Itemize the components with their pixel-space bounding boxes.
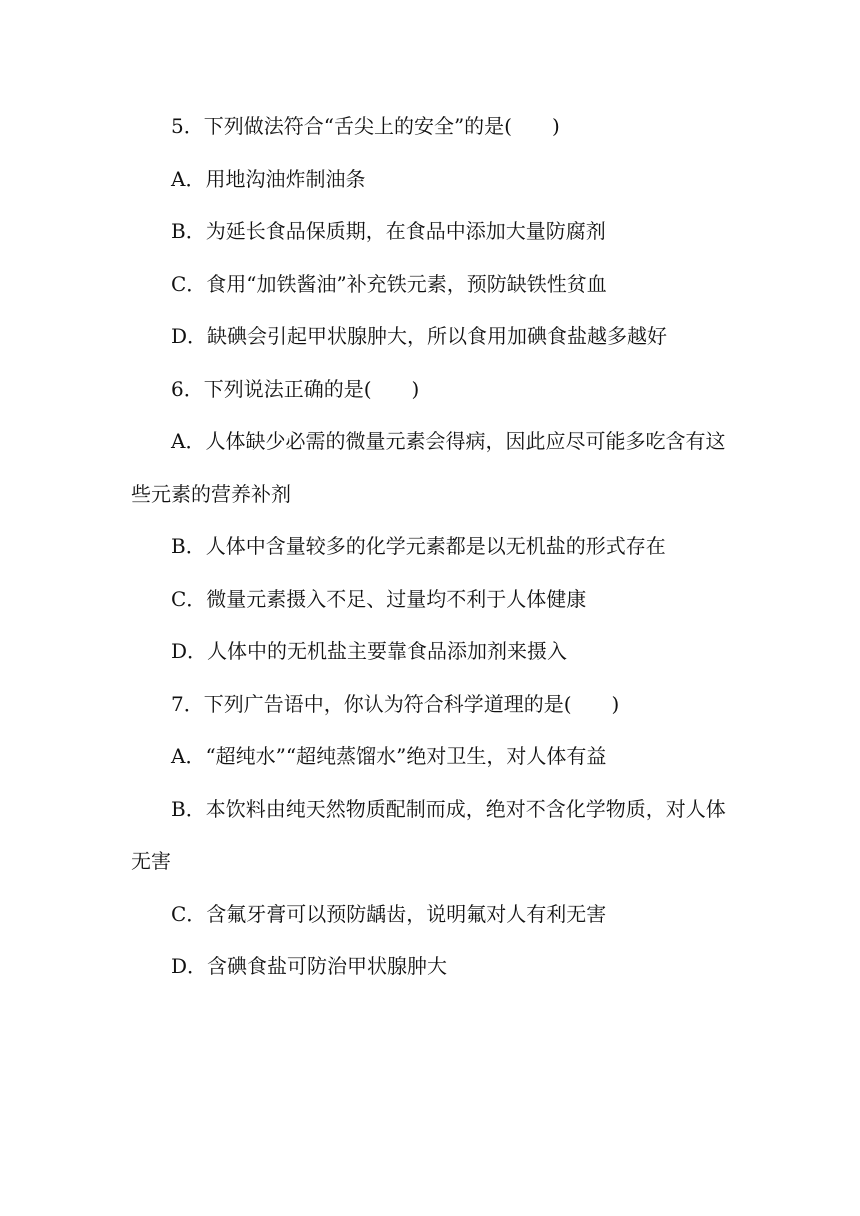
question-stem: 7．下列广告语中，你认为符合科学道理的是( ) bbox=[171, 691, 620, 716]
question-6 bbox=[131, 363, 735, 678]
option-b: B．为延长食品保质期，在食品中添加大量防腐剂 bbox=[171, 219, 606, 243]
option-a: A．人体缺少必需的微量元素会得病，因此应尽可能多吃含有这些元素的营养补剂 bbox=[131, 429, 726, 506]
question-stem: 5．下列做法符合“舌尖上的安全”的是( ) bbox=[171, 114, 560, 138]
question-7 bbox=[131, 678, 735, 993]
option-c: C．微量元素摄入不足、过量均不利于人体健康 bbox=[171, 586, 587, 611]
option-d: D．缺碘会引起甲状腺肿大，所以食用加碘食盐越多越好 bbox=[171, 324, 668, 348]
question-list bbox=[131, 100, 735, 993]
option-c: C．含氟牙膏可以预防龋齿，说明氟对人有利无害 bbox=[171, 901, 607, 926]
option-d: D．人体中的无机盐主要靠食品添加剂来摄入 bbox=[171, 639, 568, 663]
option-d: D．含碘食盐可防治甲状腺肿大 bbox=[171, 954, 448, 978]
option-b: B．人体中含量较多的化学元素都是以无机盐的形式存在 bbox=[171, 534, 666, 558]
question-stem: 6．下列说法正确的是( ) bbox=[171, 376, 420, 401]
option-a: A．用地沟油炸制油条 bbox=[171, 166, 366, 191]
option-a: A．“超纯水”“超纯蒸馏水”绝对卫生，对人体有益 bbox=[171, 744, 607, 768]
option-c: C．食用“加铁酱油”补充铁元素，预防缺铁性贫血 bbox=[171, 271, 607, 296]
question-5 bbox=[131, 100, 735, 363]
option-b: B．本饮料由纯天然物质配制而成，绝对不含化学物质，对人体无害 bbox=[131, 796, 726, 873]
